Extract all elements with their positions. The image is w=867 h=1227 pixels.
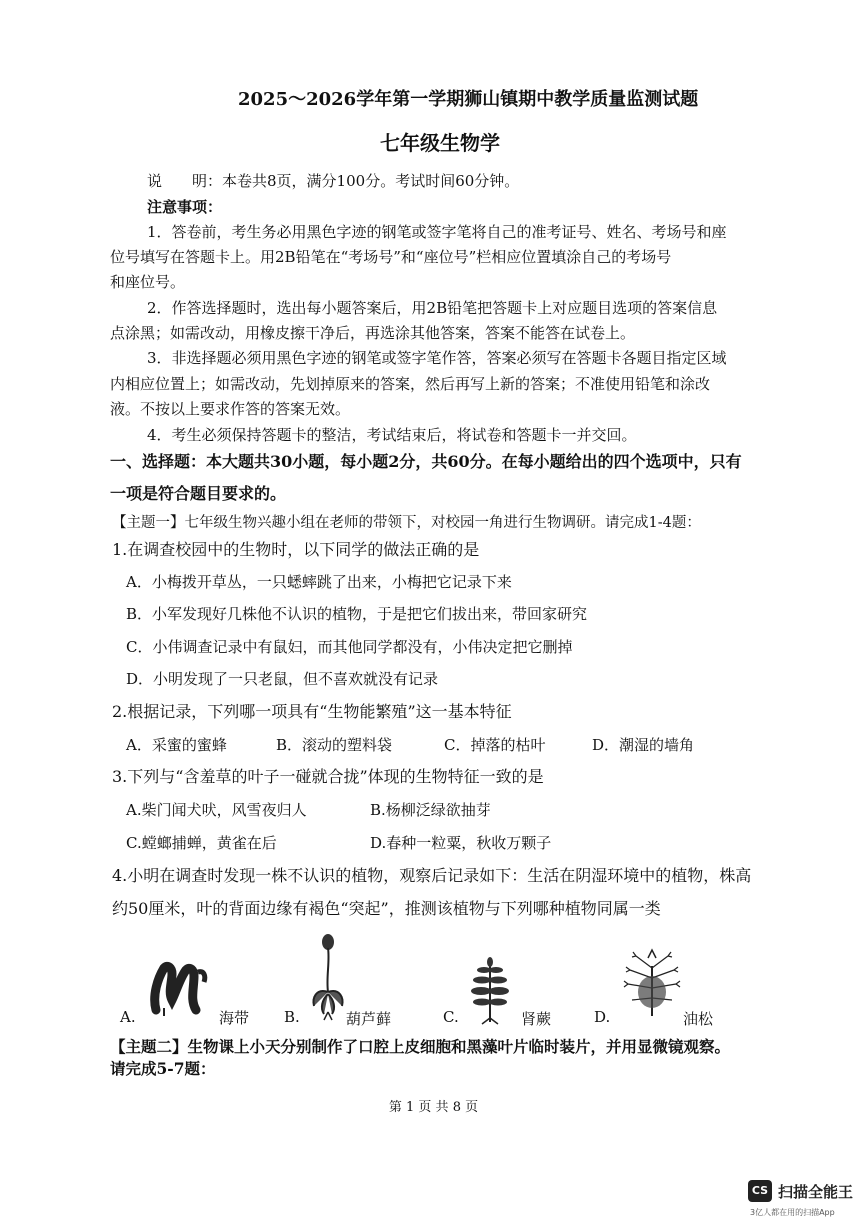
question-2-option: A．采蜜的蜜蜂 — [126, 736, 227, 754]
question-4-option-letter: C. — [443, 1008, 459, 1026]
question-3-option: A.柴门闻犬吠，风雪夜归人 — [126, 801, 307, 819]
question-1-option: D．小明发现了一只老鼠，但不喜欢就没有记录 — [126, 670, 439, 688]
question-4-stem: 4.小明在调查时发现一株不认识的植物，观察后记录如下：生活在阴湿环境中的植物，株高 — [112, 866, 752, 885]
question-3-option: C.螳螂捕蝉，黄雀在后 — [126, 834, 277, 852]
instructions — [147, 171, 519, 191]
question-4-option-letter: A. — [120, 1008, 136, 1026]
notice-line: 点涂黑；如需改动，用橡皮擦干净后，再选涂其他答案，答案不能答在试卷上。 — [110, 324, 636, 342]
fern-icon — [470, 956, 510, 1026]
theme-one: 【主题一】七年级生物兴趣小组在老师的带领下，对校园一角进行生物调研。请完成1-4题： — [112, 515, 701, 531]
notice-title: 注意事项： — [147, 198, 223, 216]
pine-label: 油松 — [683, 1010, 714, 1028]
kelp-icon — [150, 960, 210, 1018]
moss-label: 葫芦藓 — [346, 1010, 392, 1028]
question-4-option-letter: D. — [594, 1008, 611, 1026]
notice-line: 内相应位置上；如需改动，先划掉原来的答案，然后再写上新的答案；不准使用铅笔和涂改 — [110, 375, 711, 393]
section-heading: 一、选择题：本大题共30小题，每小题2分，共60分。在每小题给出的四个选项中，只有 — [110, 452, 742, 471]
question-4-stem-cont: 约50厘米，叶的背面边缘有褐色“突起”，推测该植物与下列哪种植物同属一类 — [112, 899, 661, 918]
question-1-option: A．小梅拨开草丛，一只蟋蟀跳了出来，小梅把它记录下来 — [126, 573, 512, 591]
kelp-label: 海带 — [219, 1009, 250, 1027]
question-2-stem: 2.根据记录，下列哪一项具有“生物能繁殖”这一基本特征 — [112, 702, 512, 721]
scanner-watermark — [748, 1180, 858, 1222]
question-4-option-letter: B. — [284, 1008, 300, 1026]
notice-line: 1．答卷前，考生务必用黑色字迹的钢笔或签字笔将自己的准考证号、姓名、考场号和座 — [147, 223, 727, 241]
theme-two-cont: 请完成5-7题： — [110, 1059, 216, 1078]
page-footer: 第 1 页 共 8 页 — [388, 1100, 479, 1115]
question-3-option: D.春种一粒粟，秋收万颗子 — [370, 834, 552, 852]
notice-line: 液。不按以上要求作答的答案无效。 — [110, 400, 351, 418]
notice-line: 2．作答选择题时，选出每小题答案后，用2B铅笔把答题卡上对应题目选项的答案信息 — [147, 299, 718, 317]
instructions-text: 本卷共8页，满分100分。考试时间60分钟。 — [222, 172, 520, 190]
scanner-logo-icon: CS — [748, 1180, 772, 1202]
notice-line: 3．非选择题必须用黑色字迹的钢笔或签字笔作答，答案必须写在答题卡各题目指定区域 — [147, 349, 727, 367]
question-2-option: B．滚动的塑料袋 — [276, 736, 393, 754]
moss-icon — [306, 932, 350, 1022]
question-3-option: B.杨柳泛绿欲抽芽 — [370, 801, 491, 819]
pine-icon — [622, 946, 682, 1018]
notice-line: 位号填写在答题卡上。用2B铅笔在“考场号”和“座位号”栏相应位置填涂自己的考场号 — [110, 248, 672, 266]
question-2-option: D．潮湿的墙角 — [592, 736, 695, 754]
exam-title: 2025～2026学年第一学期狮山镇期中教学质量监测试题 — [238, 89, 699, 110]
fern-label: 肾蕨 — [521, 1010, 552, 1028]
theme-two: 【主题二】生物课上小天分别制作了口腔上皮细胞和黑藻叶片临时装片，并用显微镜观察。 — [110, 1037, 731, 1056]
question-1-option: C．小伟调查记录中有鼠妇，而其他同学都没有，小伟决定把它删掉 — [126, 638, 573, 656]
question-1-option: B．小军发现好几株他不认识的植物，于是把它们拔出来，带回家研究 — [126, 605, 588, 623]
subject-title: 七年级生物学 — [380, 131, 500, 155]
question-3-stem: 3.下列与“含羞草的叶子一碰就合拢”体现的生物特征一致的是 — [112, 767, 544, 786]
section-heading-cont: 一项是符合题目要求的。 — [110, 484, 287, 503]
question-2-option: C．掉落的枯叶 — [444, 736, 546, 754]
instructions-label: 说 明： — [147, 172, 223, 190]
notice-line: 和座位号。 — [110, 273, 186, 291]
scanner-app-name: 扫描全能王 — [778, 1183, 854, 1201]
notice-line: 4．考生必须保持答题卡的整洁，考试结束后，将试卷和答题卡一并交回。 — [147, 426, 637, 444]
question-1-stem: 1.在调查校园中的生物时，以下同学的做法正确的是 — [112, 540, 480, 559]
scanner-tagline: 3亿人都在用的扫描App — [750, 1208, 835, 1217]
